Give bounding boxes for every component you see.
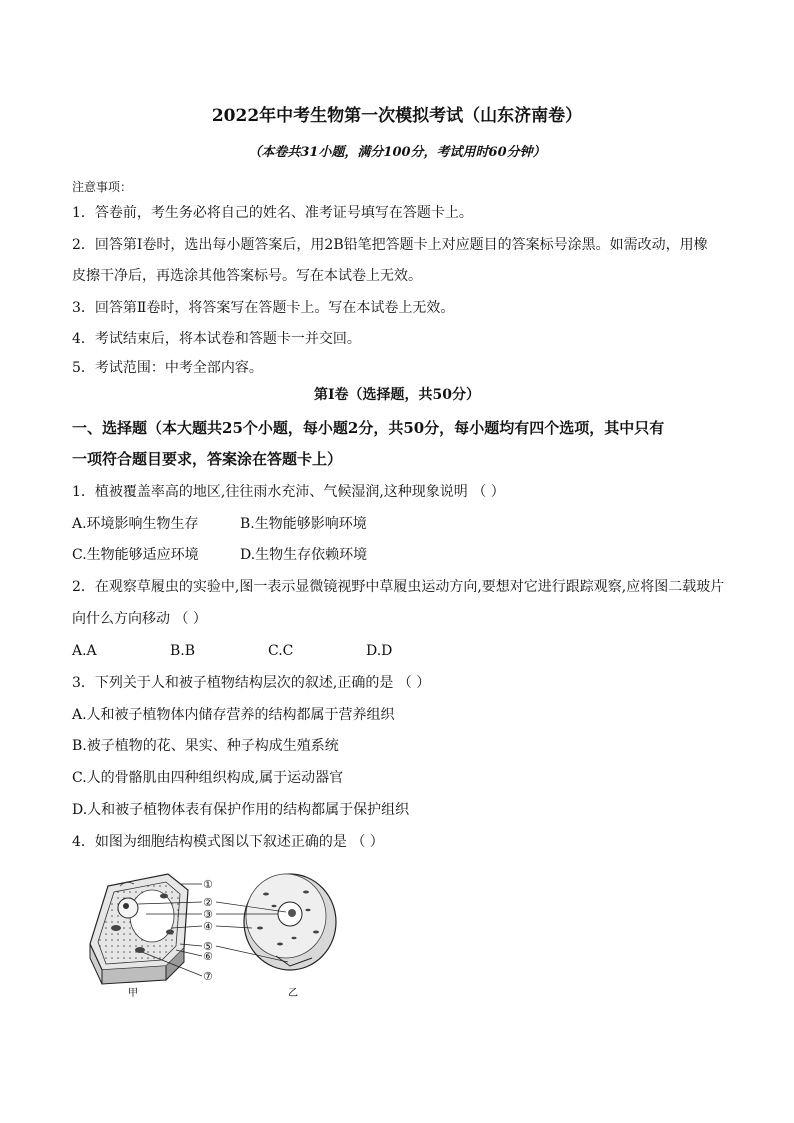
notice-item: 皮擦干净后，再选涂其他答案标号。写在本试卷上无效。 <box>72 268 422 284</box>
answer-option: D.生物生存依赖环境 <box>240 547 368 563</box>
figure-caption-right: 乙 <box>288 988 298 999</box>
plant-cell-diagram <box>90 874 188 984</box>
notice-item: 2．回答第Ⅰ卷时，选出每小题答案后，用2B铅笔把答题卡上对应题目的答案标号涂黑。如需改动，用橡 <box>72 237 708 253</box>
figure-marker: ④ <box>203 920 213 933</box>
answer-option: D.人和被子植物体表有保护作用的结构都属于保护组织 <box>72 802 410 818</box>
notice-item: 1．答卷前，考生务必将自己的姓名、准考证号填写在答题卡上。 <box>72 205 473 221</box>
page-title: 2022年中考生物第一次模拟考试（山东济南卷） <box>211 106 583 126</box>
figure-marker: ① <box>203 878 213 891</box>
cell-structure-figure <box>80 866 360 1000</box>
answer-option: B.B <box>170 643 196 659</box>
question-stem: 向什么方向移动 （ ） <box>72 611 207 627</box>
section-instructions: 一、选择题（本大题共25个小题，每小题2分，共50分，每小题均有四个选项，其中只有 <box>72 419 665 437</box>
answer-option: B.被子植物的花、果实、种子构成生殖系统 <box>72 738 339 754</box>
question-stem: 4．如图为细胞结构模式图以下叙述正确的是 （ ） <box>72 834 384 850</box>
notice-heading: 注意事项： <box>72 180 133 194</box>
figure-marker: ⑥ <box>203 950 213 963</box>
figure-marker: ⑦ <box>203 970 213 983</box>
answer-option: A.人和被子植物体内储存营养的结构都属于营养组织 <box>72 707 395 723</box>
figure-marker: ⑤ <box>203 940 213 953</box>
figure-marker: ② <box>203 896 213 909</box>
answer-option: C.生物能够适应环境 <box>72 547 199 563</box>
answer-option: A.A <box>72 643 97 659</box>
answer-option: A.环境影响生物生存 <box>72 516 199 532</box>
exam-subtitle: （本卷共31小题，满分100分，考试用时60分钟） <box>248 145 546 160</box>
notice-item: 4．考试结束后，将本试卷和答题卡一并交回。 <box>72 331 361 347</box>
figure-marker: ③ <box>203 908 213 921</box>
answer-option: C.C <box>268 643 294 659</box>
figure-caption-left: 甲 <box>128 988 138 999</box>
question-stem: 2．在观察草履虫的实验中,图一表示显微镜视野中草履虫运动方向,要想对它进行跟踪观察,应将图二载玻片 <box>72 579 725 595</box>
section-instructions: 一项符合题目要求，答案涂在答题卡上） <box>72 450 343 468</box>
answer-option: C.人的骨骼肌由四种组织构成,属于运动器官 <box>72 770 344 786</box>
question-stem: 1．植被覆盖率高的地区,往往雨水充沛、气候湿润,这种现象说明 （ ） <box>72 484 505 500</box>
question-stem: 3．下列关于人和被子植物结构层次的叙述,正确的是 （ ） <box>72 675 431 691</box>
notice-item: 5．考试范围：中考全部内容。 <box>72 360 263 376</box>
answer-option: B.生物能够影响环境 <box>240 516 367 532</box>
answer-option: D.D <box>366 643 393 659</box>
section-heading: 第Ⅰ卷（选择题，共50分） <box>313 387 481 403</box>
notice-item: 3．回答第Ⅱ卷时，将答案写在答题卡上。写在本试卷上无效。 <box>72 300 455 316</box>
